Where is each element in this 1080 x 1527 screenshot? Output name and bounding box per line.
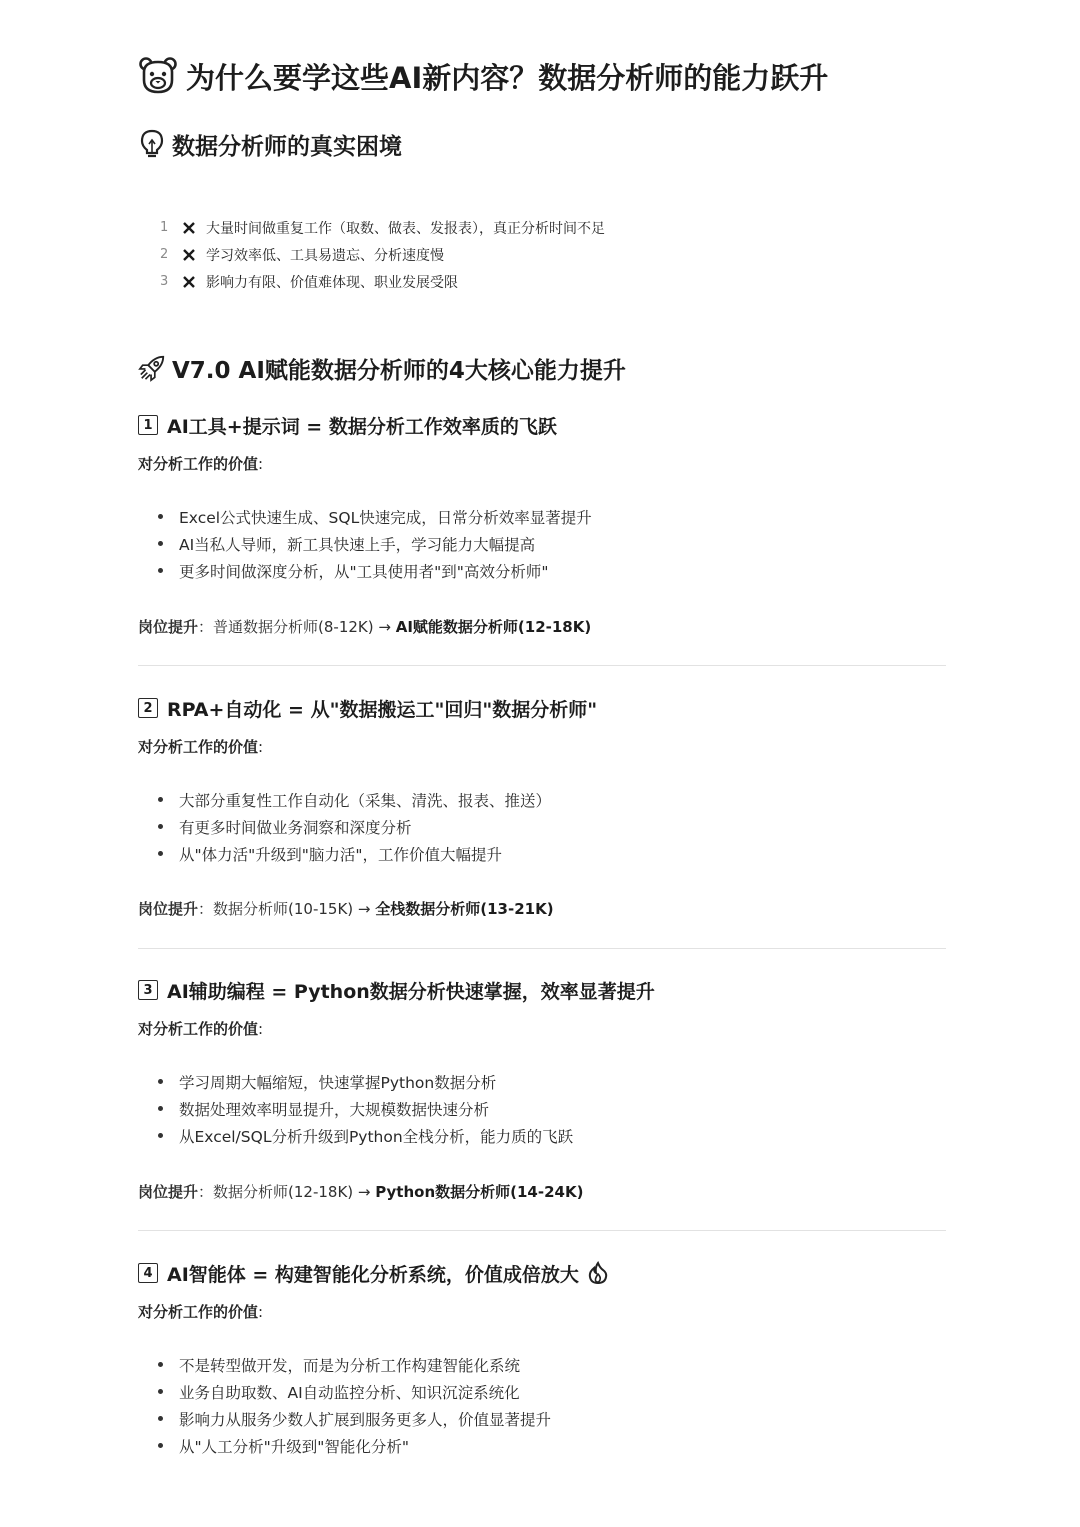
section-heading-pain	[138, 127, 402, 161]
bullet-dot	[158, 1106, 163, 1111]
list-item-text: 大部分重复性工作自动化（采集、清洗、报表、推送）	[179, 791, 552, 810]
list-item-text: 不是转型做开发，而是为分析工作构建智能化系统	[179, 1356, 521, 1375]
ability-heading-4	[138, 1258, 609, 1288]
list-item	[156, 1378, 551, 1405]
list-item-text: 影响力有限、价值难体现、职业发展受限	[206, 274, 458, 291]
promotion-to: AI赋能数据分析师(12-18K)	[395, 618, 592, 636]
promotion-from: ：数据分析师(12-18K) →	[198, 1183, 376, 1201]
list-item-text: 学习周期大幅缩短，快速掌握Python数据分析	[179, 1073, 497, 1092]
section-heading-abilities	[138, 351, 626, 385]
keycap-number: 3	[138, 980, 158, 1000]
promotion-from: ：普通数据分析师(8-12K) →	[198, 618, 396, 636]
list-item	[160, 241, 605, 268]
list-item	[156, 557, 592, 584]
bullet-dot	[158, 1079, 163, 1084]
list-number: 1	[160, 220, 169, 235]
value-label: 对分析工作的价值:	[138, 1020, 264, 1038]
list-number: 3	[160, 274, 169, 289]
bullet-dot	[158, 1133, 163, 1138]
bullet-dot	[158, 568, 163, 573]
cross-mark-icon	[182, 275, 206, 289]
divider	[138, 948, 946, 949]
bear-face-icon	[138, 56, 178, 96]
list-item-text: AI当私人导师，新工具快速上手，学习能力大幅提高	[179, 535, 536, 554]
list-item	[156, 1068, 573, 1095]
cross-mark-icon	[182, 221, 206, 235]
list-item	[156, 813, 551, 840]
promotion-to: Python数据分析师(14-24K)	[375, 1183, 584, 1201]
list-item-text: 从"人工分析"升级到"智能化分析"	[179, 1437, 410, 1456]
list-item	[156, 1432, 551, 1459]
keycap-number: 4	[138, 1263, 158, 1283]
bullet-list	[156, 1068, 573, 1149]
bullet-list	[156, 786, 551, 867]
list-item	[156, 786, 551, 813]
list-item-text: 有更多时间做业务洞察和深度分析	[179, 818, 412, 837]
value-label: 对分析工作的价值:	[138, 455, 264, 473]
list-number: 2	[160, 247, 169, 262]
promotion-to: 全栈数据分析师(13-21K)	[375, 900, 554, 918]
ability-title: AI工具+提示词 = 数据分析工作效率质的飞跃	[167, 415, 557, 438]
rocket-icon	[138, 353, 166, 383]
career-promotion	[138, 1181, 583, 1202]
divider	[138, 665, 946, 666]
bullet-list	[156, 1351, 551, 1459]
list-item-text: 学习效率低、工具易遗忘、分析速度慢	[206, 247, 444, 264]
list-item-text: 业务自助取数、AI自动监控分析、知识沉淀系统化	[179, 1383, 520, 1402]
pain-list	[160, 214, 605, 295]
bullet-dot	[158, 514, 163, 519]
promotion-label: 岗位提升	[138, 618, 199, 636]
ability-heading-3	[138, 975, 655, 1005]
list-item	[156, 503, 592, 530]
keycap-number: 1	[138, 415, 158, 435]
bullet-dot	[158, 1389, 163, 1394]
ability-heading-2	[138, 693, 597, 723]
list-item-text: 大量时间做重复工作（取数、做表、发报表），真正分析时间不足	[206, 220, 605, 237]
list-item	[156, 1405, 551, 1432]
lightbulb-icon	[138, 129, 166, 159]
bullet-dot	[158, 1443, 163, 1448]
ability-title: RPA+自动化 = 从"数据搬运工"回归"数据分析师"	[167, 698, 598, 721]
promotion-from: ：数据分析师(10-15K) →	[198, 900, 376, 918]
career-promotion	[138, 616, 591, 637]
list-item	[160, 268, 605, 295]
career-promotion	[138, 898, 554, 919]
value-label: 对分析工作的价值:	[138, 738, 264, 756]
value-label: 对分析工作的价值:	[138, 1303, 264, 1321]
list-item	[160, 214, 605, 241]
list-item	[156, 1095, 573, 1122]
ability-title: AI智能体 = 构建智能化分析系统，价值成倍放大	[167, 1263, 579, 1286]
bullet-list	[156, 503, 592, 584]
section-heading-pain-text: 数据分析师的真实困境	[172, 133, 402, 160]
list-item-text: 影响力从服务少数人扩展到服务更多人，价值显著提升	[179, 1410, 552, 1429]
bullet-dot	[158, 1362, 163, 1367]
list-item	[156, 530, 592, 557]
bullet-dot	[158, 797, 163, 802]
ability-title: AI辅助编程 = Python数据分析快速掌握，效率显著提升	[167, 980, 655, 1003]
section-heading-abilities-text: V7.0 AI赋能数据分析师的4大核心能力提升	[172, 357, 626, 384]
divider	[138, 1230, 946, 1231]
bullet-dot	[158, 541, 163, 546]
promotion-label: 岗位提升	[138, 900, 199, 918]
list-item-text: 从"体力活"升级到"脑力活"，工作价值大幅提升	[179, 845, 503, 864]
list-item	[156, 1122, 573, 1149]
list-item-text: 更多时间做深度分析，从"工具使用者"到"高效分析师"	[179, 562, 549, 581]
bullet-dot	[158, 824, 163, 829]
bullet-dot	[158, 851, 163, 856]
page-title	[138, 52, 828, 100]
bullet-dot	[158, 1416, 163, 1421]
list-item-text: Excel公式快速生成、SQL快速完成，日常分析效率显著提升	[179, 508, 592, 527]
list-item-text: 数据处理效率明显提升，大规模数据快速分析	[179, 1100, 490, 1119]
fire-icon	[587, 1261, 609, 1285]
page-title-text: 为什么要学这些AI新内容？数据分析师的能力跃升	[186, 60, 829, 95]
list-item	[156, 1351, 551, 1378]
cross-mark-icon	[182, 248, 206, 262]
promotion-label: 岗位提升	[138, 1183, 199, 1201]
list-item	[156, 840, 551, 867]
ability-heading-1	[138, 410, 557, 440]
keycap-number: 2	[138, 698, 158, 718]
list-item-text: 从Excel/SQL分析升级到Python全栈分析，能力质的飞跃	[179, 1127, 574, 1146]
